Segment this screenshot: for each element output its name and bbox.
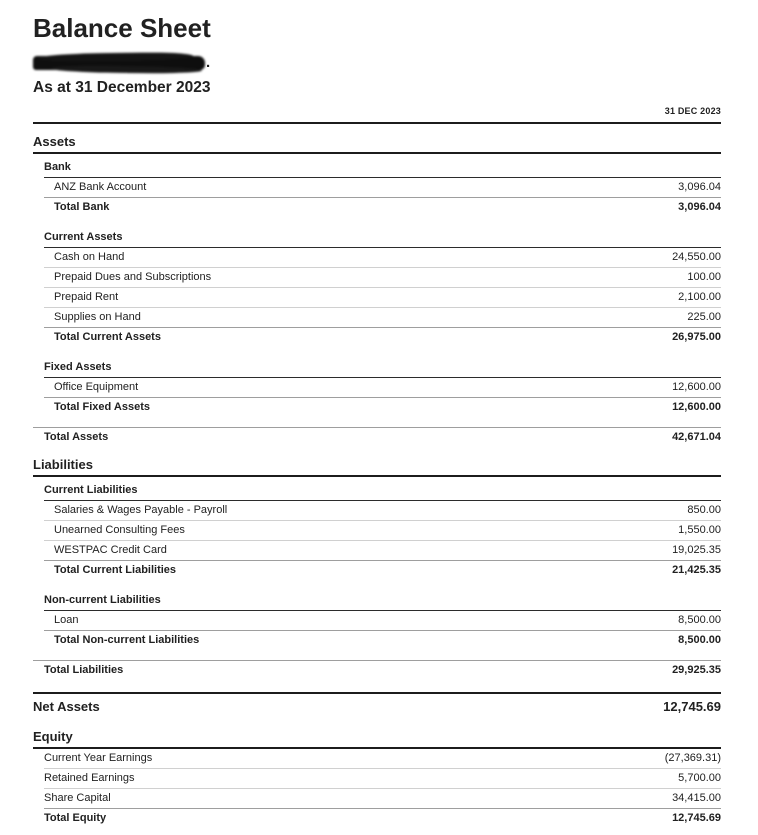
account-label: WESTPAC Credit Card (54, 544, 167, 556)
total-label: Total Current Liabilities (54, 564, 177, 576)
account-row-loan (44, 611, 721, 630)
current-liabilities-heading: Current Liabilities (44, 484, 721, 501)
account-row-cash-on-hand (44, 248, 721, 268)
total-row-bank (44, 197, 721, 217)
total-value: 21,425.35 (672, 564, 721, 576)
total-label: Total Non-current Liabilities (54, 634, 200, 646)
account-label: Retained Earnings (44, 772, 135, 784)
total-value: 12,745.69 (672, 812, 721, 824)
account-value: 2,100.00 (678, 291, 721, 303)
total-value: 26,975.00 (672, 331, 721, 343)
account-label: Supplies on Hand (54, 311, 141, 323)
account-value: (27,369.31) (664, 752, 721, 764)
account-label: Salaries & Wages Payable - Payroll (54, 504, 228, 516)
section-liabilities (33, 457, 721, 680)
subsection-fixed-assets (44, 361, 721, 417)
account-row-supplies-on-hand (44, 308, 721, 327)
account-label: Loan (54, 614, 79, 626)
total-label: Total Liabilities (44, 664, 124, 676)
total-label: Total Fixed Assets (54, 401, 150, 413)
account-value: 34,415.00 (672, 792, 721, 804)
account-value: 8,500.00 (678, 614, 721, 626)
report-date: As at 31 December 2023 (33, 79, 211, 96)
total-value: 42,671.04 (672, 431, 721, 443)
total-row-assets (33, 427, 721, 447)
account-value: 225.00 (687, 311, 721, 323)
current-assets-heading: Current Assets (44, 231, 721, 248)
account-row-retained-earnings (44, 769, 721, 789)
company-name-redaction-scribble (33, 56, 205, 70)
bank-heading: Bank (44, 161, 721, 178)
net-assets-row (33, 692, 721, 719)
fixed-assets-heading: Fixed Assets (44, 361, 721, 378)
total-value: 29,925.35 (672, 664, 721, 676)
total-label: Total Bank (54, 201, 110, 213)
account-label: Current Year Earnings (44, 752, 153, 764)
account-value: 100.00 (687, 271, 721, 283)
account-row-share-capital (44, 789, 721, 808)
total-value: 12,600.00 (672, 401, 721, 413)
net-assets-value: 12,745.69 (663, 699, 721, 714)
account-label: Office Equipment (54, 381, 139, 393)
subsection-current-assets (44, 231, 721, 347)
account-value: 3,096.04 (678, 181, 721, 193)
company-name-line (33, 53, 721, 72)
account-row-current-year-earnings (44, 749, 721, 769)
company-name-visible-suffix: . (206, 54, 211, 71)
net-assets-label: Net Assets (33, 699, 100, 714)
account-value: 24,550.00 (672, 251, 721, 263)
report-title: Balance Sheet (33, 13, 211, 43)
column-header-date: 31 DEC 2023 (33, 106, 721, 124)
total-row-current-liabilities (44, 560, 721, 580)
account-label: Prepaid Dues and Subscriptions (54, 271, 212, 283)
assets-heading: Assets (33, 134, 721, 154)
non-current-liabilities-heading: Non-current Liabilities (44, 594, 721, 611)
account-label: ANZ Bank Account (54, 181, 147, 193)
account-value: 12,600.00 (672, 381, 721, 393)
total-row-fixed-assets (44, 397, 721, 417)
section-equity (33, 729, 721, 828)
total-row-non-current-liabilities (44, 630, 721, 650)
total-row-liabilities (33, 660, 721, 680)
account-row-prepaid-dues-and-subscriptions (44, 268, 721, 288)
total-value: 3,096.04 (678, 201, 721, 213)
account-label: Cash on Hand (54, 251, 125, 263)
account-value: 5,700.00 (678, 772, 721, 784)
account-row-prepaid-rent (44, 288, 721, 308)
subsection-bank (44, 161, 721, 217)
subsection-current-liabilities (44, 484, 721, 580)
account-value: 1,550.00 (678, 524, 721, 536)
account-row-unearned-consulting-fees (44, 521, 721, 541)
account-row-office-equipment (44, 378, 721, 397)
account-value: 850.00 (687, 504, 721, 516)
section-assets (33, 134, 721, 447)
subsection-non-current-liabilities (44, 594, 721, 650)
account-row-westpac-credit-card (44, 541, 721, 560)
account-label: Prepaid Rent (54, 291, 119, 303)
total-label: Total Equity (44, 812, 107, 824)
account-row-salaries-wages-payable (44, 501, 721, 521)
equity-heading: Equity (33, 729, 721, 749)
total-row-current-assets (44, 327, 721, 347)
total-label: Total Assets (44, 431, 109, 443)
account-label: Unearned Consulting Fees (54, 524, 185, 536)
account-label: Share Capital (44, 792, 111, 804)
total-value: 8,500.00 (678, 634, 721, 646)
liabilities-heading: Liabilities (33, 457, 721, 477)
account-row-anz-bank-account (44, 178, 721, 197)
total-label: Total Current Assets (54, 331, 161, 343)
total-row-equity (44, 808, 721, 828)
account-value: 19,025.35 (672, 544, 721, 556)
